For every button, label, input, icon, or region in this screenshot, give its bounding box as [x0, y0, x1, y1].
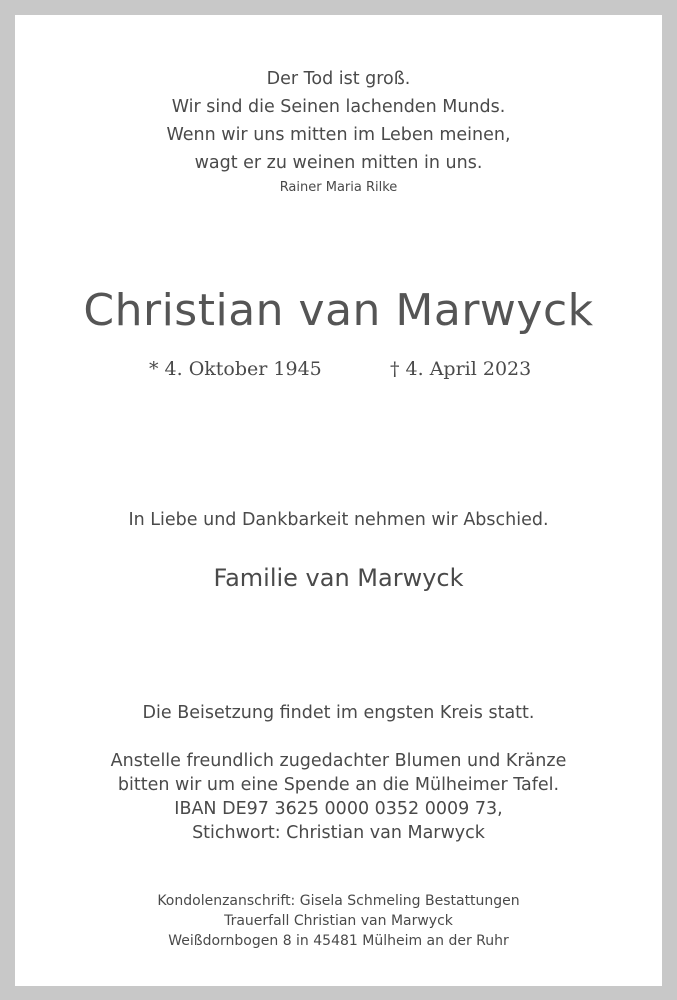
donation-line: bitten wir um eine Spende an die Mülheimer Tafel. [117, 775, 560, 795]
poem-line: Wenn wir uns mitten im Leben meinen, [166, 125, 511, 145]
birth-date: * 4. Oktober 1945 [149, 358, 322, 380]
poem [15, 65, 662, 177]
address-line: Weißdornbogen 8 in 45481 Mülheim an der Ruhr [168, 933, 509, 949]
condolence-address [15, 891, 662, 951]
deceased-name: Christian van Marwyck [83, 285, 594, 336]
poem-line: Der Tod ist groß. [266, 69, 411, 89]
donation-notice [15, 749, 662, 845]
donation-line: IBAN DE97 3625 0000 0352 0009 73, [174, 799, 503, 819]
address-line: Trauerfall Christian van Marwyck [224, 913, 453, 929]
family-signature: Familie van Marwyck [213, 564, 464, 592]
poem-line: wagt er zu weinen mitten in uns. [194, 153, 483, 173]
donation-line: Stichwort: Christian van Marwyck [192, 823, 485, 843]
death-date: † 4. April 2023 [390, 358, 532, 380]
poem-author: Rainer Maria Rilke [279, 180, 398, 195]
address-line: Kondolenzanschrift: Gisela Schmeling Bestattungen [157, 893, 520, 909]
farewell-text: In Liebe und Dankbarkeit nehmen wir Abschied. [128, 510, 549, 530]
poem-line: Wir sind die Seinen lachenden Munds. [171, 97, 506, 117]
donation-line: Anstelle freundlich zugedachter Blumen und Kränze [110, 751, 567, 771]
burial-notice: Die Beisetzung findet im engsten Kreis statt. [142, 703, 535, 723]
obituary-card [15, 15, 662, 986]
